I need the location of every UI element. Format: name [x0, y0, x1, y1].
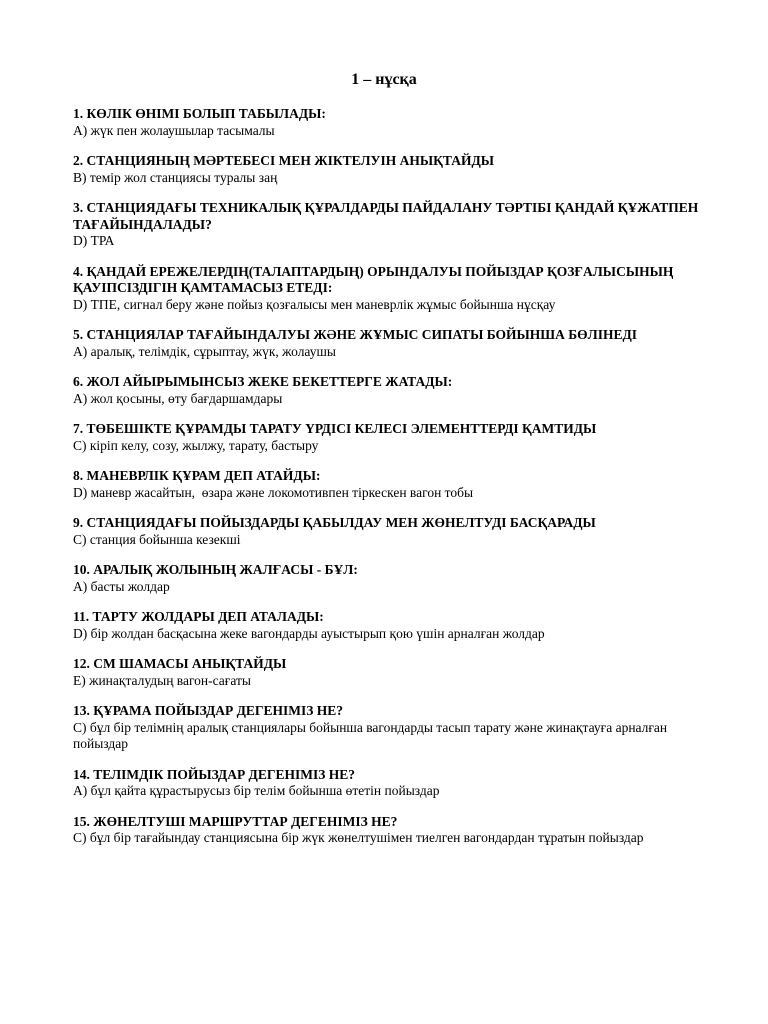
question-text: 6. ЖОЛ АЙЫРЫМЫНСЫЗ ЖЕКЕ БЕКЕТТЕРГЕ ЖАТАДЫ:	[73, 374, 453, 389]
answer-text: А) жол қосыны, өту бағдаршамдары	[73, 390, 283, 406]
question-item	[73, 767, 703, 800]
answer-text: С) бұл бір телімнің аралық станциялары бойынша вагондарды тасып тарату және жинақтауға арналған пойыздар	[73, 719, 671, 751]
question-text: 13. ҚҰРАМА ПОЙЫЗДАР ДЕГЕНІМІЗ НЕ?	[73, 703, 344, 718]
question-text: 15. ЖӨНЕЛТУШІ МАРШРУТТАР ДЕГЕНІМІЗ НЕ?	[73, 813, 398, 829]
question-item	[73, 814, 703, 847]
question-item	[73, 656, 703, 689]
answer-text: B) темір жол станциясы туралы заң	[73, 169, 278, 185]
answer-text: С) бұл бір тағайындау станциясына бір жүк жөнелтушімен тиелген вагондардан тұратын пойыздар	[73, 830, 644, 845]
question-item	[73, 264, 703, 314]
answer-text: Е) жинақталудың вагон-сағаты	[73, 672, 251, 688]
question-text: 1. КӨЛІК ӨНІМІ БОЛЫП ТАБЫЛАДЫ:	[73, 106, 326, 121]
answer-text: D) маневр жасайтын, өзара және локомотивпен тіркескен вагон тобы	[73, 484, 474, 500]
question-text: 8. МАНЕВРЛІК ҚҰРАМ ДЕП АТАЙДЫ:	[73, 468, 321, 483]
answer-text: С) кіріп келу, созу, жылжу, тарату, бастыру	[73, 437, 319, 453]
question-text: 9. СТАНЦИЯДАҒЫ ПОЙЫЗДАРДЫ ҚАБЫЛДАУ МЕН ЖӨНЕЛТУДІ БАСҚАРАДЫ	[73, 515, 596, 530]
question-item	[73, 562, 703, 595]
answer-text: А) жүк пен жолаушылар тасымалы	[73, 122, 275, 138]
question-item	[73, 327, 703, 360]
answer-text: С) станция бойынша кезекші	[73, 531, 241, 547]
question-item	[73, 515, 703, 548]
question-item	[73, 609, 703, 642]
question-item	[73, 468, 703, 501]
question-text: 14. ТЕЛІМДІК ПОЙЫЗДАР ДЕГЕНІМІЗ НЕ?	[73, 766, 355, 782]
question-text: 2. СТАНЦИЯНЫҢ МӘРТЕБЕСІ МЕН ЖІКТЕЛУІН АНЫҚТАЙДЫ	[73, 153, 495, 168]
question-item	[73, 200, 703, 250]
question-text: 4. ҚАНДАЙ ЕРЕЖЕЛЕРДІҢ(ТАЛАПТАРДЫҢ) ОРЫНДАЛУЫ ПОЙЫЗДАР ҚОЗҒАЛЫСЫНЫҢ ҚАУІПСІЗДІГІН ҚАМТАМАСЫЗ ЕТЕДІ:	[73, 263, 674, 295]
question-item	[73, 374, 703, 407]
answer-text: А) басты жолдар	[73, 578, 170, 594]
page-title: 1 – нұсқа	[351, 71, 417, 88]
question-item	[73, 106, 703, 139]
question-text: 10. АРАЛЫҚ ЖОЛЫНЫҢ ЖАЛҒАСЫ - БҰЛ:	[73, 562, 358, 577]
question-item	[73, 421, 703, 454]
question-item	[73, 703, 703, 753]
question-item	[73, 153, 703, 186]
answer-text: D) ТРА	[73, 233, 115, 248]
answer-text: D) ТПЕ, сигнал беру және пойыз қозғалысы мен маневрлік жұмыс бойынша нұсқау	[73, 296, 556, 312]
question-text: 11. ТАРТУ ЖОЛДАРЫ ДЕП АТАЛАДЫ:	[73, 609, 324, 624]
answer-text: А) аралық, телімдік, сұрыптау, жүк, жолаушы	[73, 343, 336, 359]
answer-text: D) бір жолдан басқасына жеке вагондарды ауыстырып қою үшін арналған жолдар	[73, 625, 545, 641]
question-text: 5. СТАНЦИЯЛАР ТАҒАЙЫНДАЛУЫ ЖӘНЕ ЖҰМЫС СИПАТЫ БОЙЫНША БӨЛІНЕДІ	[73, 327, 638, 342]
question-text: 3. СТАНЦИЯДАҒЫ ТЕХНИКАЛЫҚ ҚҰРАЛДАРДЫ ПАЙДАЛАНУ ТӘРТІБІ ҚАНДАЙ ҚҰЖАТПЕН ТАҒАЙЫНДАЛАДЫ?	[73, 200, 699, 232]
question-list	[73, 106, 703, 861]
question-text: 7. ТӨБЕШІКТЕ ҚҰРАМДЫ ТАРАТУ ҮРДІСІ КЕЛЕСІ ЭЛЕМЕНТТЕРДІ ҚАМТИДЫ	[73, 421, 597, 436]
answer-text: А) бұл қайта құрастырусыз бір телім бойынша өтетін пойыздар	[73, 783, 440, 798]
question-text: 12. СМ ШАМАСЫ АНЫҚТАЙДЫ	[73, 656, 287, 671]
